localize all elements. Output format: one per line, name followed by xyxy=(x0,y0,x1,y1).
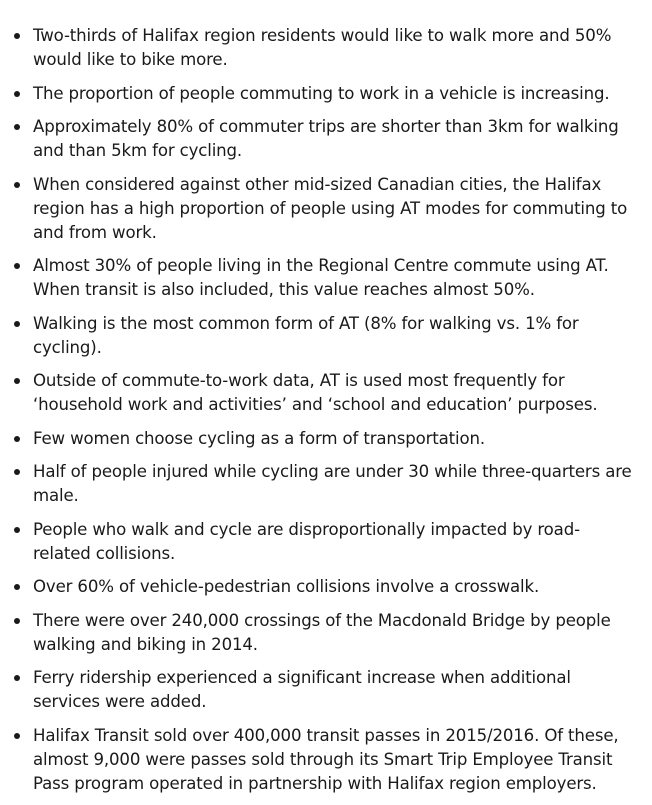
bullet-icon xyxy=(14,733,20,739)
bullet-icon xyxy=(14,436,20,442)
bullet-text: Over 60% of vehicle-pedestrian collisions involve a crosswalk. xyxy=(33,577,540,596)
list-item xyxy=(10,427,634,451)
list-item xyxy=(10,575,634,599)
bullet-list xyxy=(10,24,634,796)
list-item xyxy=(10,115,634,163)
bullet-icon xyxy=(14,91,20,97)
bullet-icon xyxy=(14,33,20,39)
list-item xyxy=(10,666,634,714)
bullet-icon xyxy=(14,618,20,624)
list-item xyxy=(10,724,634,796)
bullet-text: Few women choose cycling as a form of transportation. xyxy=(33,428,485,448)
list-item xyxy=(10,609,634,657)
bullet-text: Almost 30% of people living in the Regional Centre commute using AT. When transit is also included, this value reaches almost 50%. xyxy=(33,256,609,299)
bullet-icon xyxy=(14,182,20,188)
list-item xyxy=(10,254,634,302)
bullet-text: Walking is the most common form of AT (8% for walking vs. 1% for cycling). xyxy=(33,313,579,357)
bullet-icon xyxy=(14,263,20,269)
bullet-icon xyxy=(14,378,20,384)
bullet-text: Two-thirds of Halifax region residents would like to walk more and 50% would like to bike more. xyxy=(33,26,612,69)
bullet-text: Halifax Transit sold over 400,000 transit passes in 2015/2016. Of these, almost 9,000 were passes sold through its Smart Trip Employee Transit Pass program operated in partnership with Halifax region employers. xyxy=(33,725,619,793)
list-item xyxy=(10,518,634,566)
bullet-icon xyxy=(14,321,20,327)
bullet-text: There were over 240,000 crossings of the Macdonald Bridge by people walking and biking in 2014. xyxy=(33,610,611,654)
bullet-icon xyxy=(14,527,20,533)
bullet-icon xyxy=(14,469,20,475)
bullet-text: Outside of commute-to-work data, AT is used most frequently for ‘household work and activities’ and ‘school and education’ purposes. xyxy=(33,371,598,414)
bullet-text: People who walk and cycle are disproportionally impacted by road-related collisions. xyxy=(33,519,580,563)
bullet-text: Ferry ridership experienced a significant increase when additional services were added. xyxy=(33,668,571,711)
list-item xyxy=(10,369,634,417)
list-item xyxy=(10,24,634,72)
bullet-text: Half of people injured while cycling are under 30 while three-quarters are male. xyxy=(33,462,632,505)
bullet-text: The proportion of people commuting to work in a vehicle is increasing. xyxy=(33,83,610,103)
list-item xyxy=(10,312,634,360)
list-item xyxy=(10,173,634,245)
bullet-icon xyxy=(14,675,20,681)
bullet-icon xyxy=(14,584,20,590)
list-item xyxy=(10,82,634,106)
bullet-icon xyxy=(14,124,20,130)
bullet-text: Approximately 80% of commuter trips are shorter than 3km for walking and than 5km for cycling. xyxy=(33,117,619,160)
bullet-text: When considered against other mid-sized Canadian cities, the Halifax region has a high proportion of people using AT modes for commuting to and from work. xyxy=(33,174,628,242)
list-item xyxy=(10,460,634,508)
